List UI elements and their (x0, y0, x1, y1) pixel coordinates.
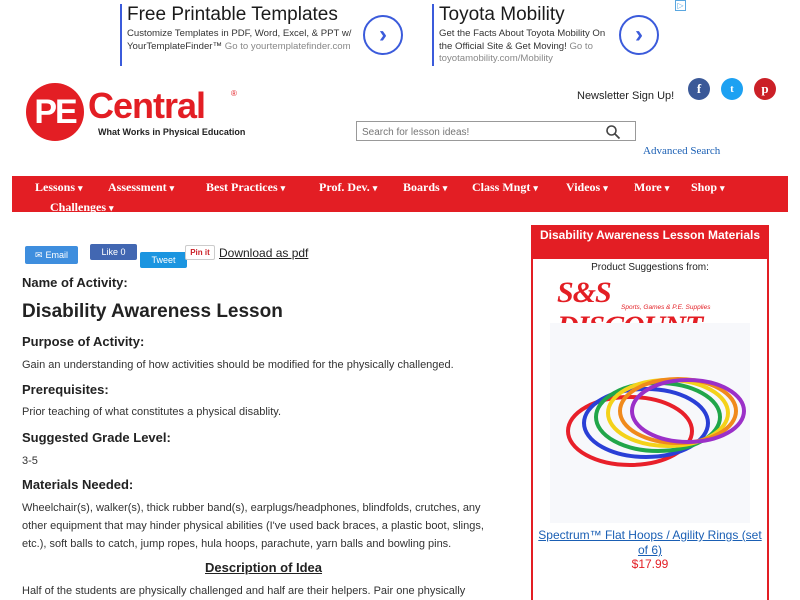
chevron-down-icon: ▾ (442, 183, 448, 193)
page-title: Disability Awareness Lesson (22, 301, 283, 322)
ad-templates[interactable] (120, 0, 410, 70)
grade-level-text: 3-5 (22, 455, 38, 467)
ad-toyota[interactable] (432, 0, 672, 70)
pin-it-button[interactable]: Pin it (185, 245, 215, 260)
chevron-down-icon: ▾ (78, 183, 83, 193)
tweet-button[interactable]: Tweet (140, 252, 187, 268)
hoops-image (550, 323, 750, 523)
download-pdf-link[interactable]: Download as pdf (219, 246, 309, 260)
newsletter-signup-link[interactable]: Newsletter Sign Up! (577, 90, 675, 102)
ad-title[interactable]: Toyota Mobility (439, 4, 565, 25)
ad-text: Customize Templates in PDF, Word, Excel, & PPT w/ YourTemplateFinder™ Go to yourtemplatefinder.com (127, 28, 352, 52)
logo-tagline: What Works in Physical Education (98, 127, 246, 137)
logo-pe-badge: PE (26, 83, 84, 141)
nav-prof-dev[interactable]: Prof. Dev. ▾ (319, 180, 378, 194)
vendor-logo-tagline: Sports, Games & P.E. Supplies (621, 304, 711, 311)
logo-wordmark: Central (88, 85, 206, 126)
prerequisites-label: Prerequisites: (22, 382, 109, 397)
purpose-text: Gain an understanding of how activities should be modified for the physically challenged. (22, 359, 454, 371)
email-share-button[interactable]: ✉ Email (25, 246, 78, 264)
chevron-down-icon: ▾ (280, 183, 286, 193)
nav-boards[interactable]: Boards ▾ (403, 180, 448, 194)
nav-challenges[interactable]: Challenges ▾ (50, 200, 114, 214)
ad-divider (432, 4, 434, 66)
description-heading: Description of Idea (205, 560, 323, 575)
registered-icon: ® (231, 89, 237, 98)
chevron-down-icon: ▾ (533, 183, 538, 193)
nav-more[interactable]: More ▾ (634, 180, 670, 194)
ad-text: Get the Facts About Toyota Mobility On the Official Site & Get Moving! Go to toyotamobility.com/Mobility (439, 28, 606, 64)
main-nav (12, 176, 788, 212)
facebook-like-button[interactable]: Like 0 (90, 244, 137, 260)
chevron-down-icon: ▾ (109, 203, 114, 213)
envelope-icon: ✉ (34, 249, 43, 260)
sidebar-heading: Disability Awareness Lesson Materials (533, 227, 767, 259)
search-input[interactable] (357, 124, 597, 142)
site-logo[interactable] (26, 83, 246, 143)
chevron-down-icon: ▾ (372, 183, 378, 193)
nav-videos[interactable]: Videos ▾ (566, 180, 608, 194)
ad-title[interactable]: Free Printable Templates (127, 4, 338, 25)
search-box (356, 121, 636, 141)
chevron-down-icon: ▾ (169, 183, 175, 193)
prerequisites-text: Prior teaching of what constitutes a physical disablity. (22, 406, 282, 418)
description-text: Half of the students are physically challenged and half are their helpers. Pair one physically (22, 585, 466, 597)
chevron-down-icon: ▾ (603, 183, 608, 193)
product-suggestions-label: Product Suggestions from: (591, 262, 709, 273)
name-of-activity-label: Name of Activity: (22, 275, 128, 290)
twitter-icon[interactable]: t (721, 78, 743, 100)
pinterest-icon[interactable]: p (754, 78, 776, 100)
nav-best-practices[interactable]: Best Practices ▾ (206, 180, 286, 194)
materials-text: Wheelchair(s), walker(s), thick rubber band(s), earplugs/headphones, blindfolds, crutches, any other equipment that may hinder physical abilities (I've used back braces, a plastic boot, slings, etc.), soft balls to catch, jump ropes, hula hoops, parachute, yarn balls and bowling pins. (22, 502, 484, 550)
ad-divider (120, 4, 122, 66)
vendor-logo-text: S&S (557, 276, 611, 309)
purpose-label: Purpose of Activity: (22, 334, 145, 349)
nav-lessons[interactable]: Lessons ▾ (35, 180, 83, 194)
chevron-down-icon: ▾ (720, 183, 725, 193)
product-name-link[interactable]: Spectrum™ Flat Hoops / Agility Rings (set of 6) (538, 528, 762, 557)
product-image[interactable] (550, 323, 750, 523)
grade-level-label: Suggested Grade Level: (22, 430, 171, 445)
vendor-logo[interactable] (557, 276, 747, 312)
nav-class-mngt[interactable]: Class Mngt ▾ (472, 180, 538, 194)
materials-label: Materials Needed: (22, 477, 134, 492)
facebook-icon[interactable]: f (688, 78, 710, 100)
nav-shop[interactable]: Shop ▾ (691, 180, 725, 194)
advanced-search-link[interactable]: Advanced Search (643, 145, 721, 157)
adchoices-icon[interactable]: ▷ (675, 0, 686, 11)
materials-sidebar (531, 225, 769, 600)
chevron-down-icon: ▾ (664, 183, 670, 193)
product-price: $17.99 (631, 557, 669, 571)
nav-assessment[interactable]: Assessment ▾ (108, 180, 175, 194)
chevron-right-icon[interactable]: › (619, 15, 659, 55)
search-icon[interactable] (605, 124, 621, 140)
chevron-right-icon[interactable]: › (363, 15, 403, 55)
